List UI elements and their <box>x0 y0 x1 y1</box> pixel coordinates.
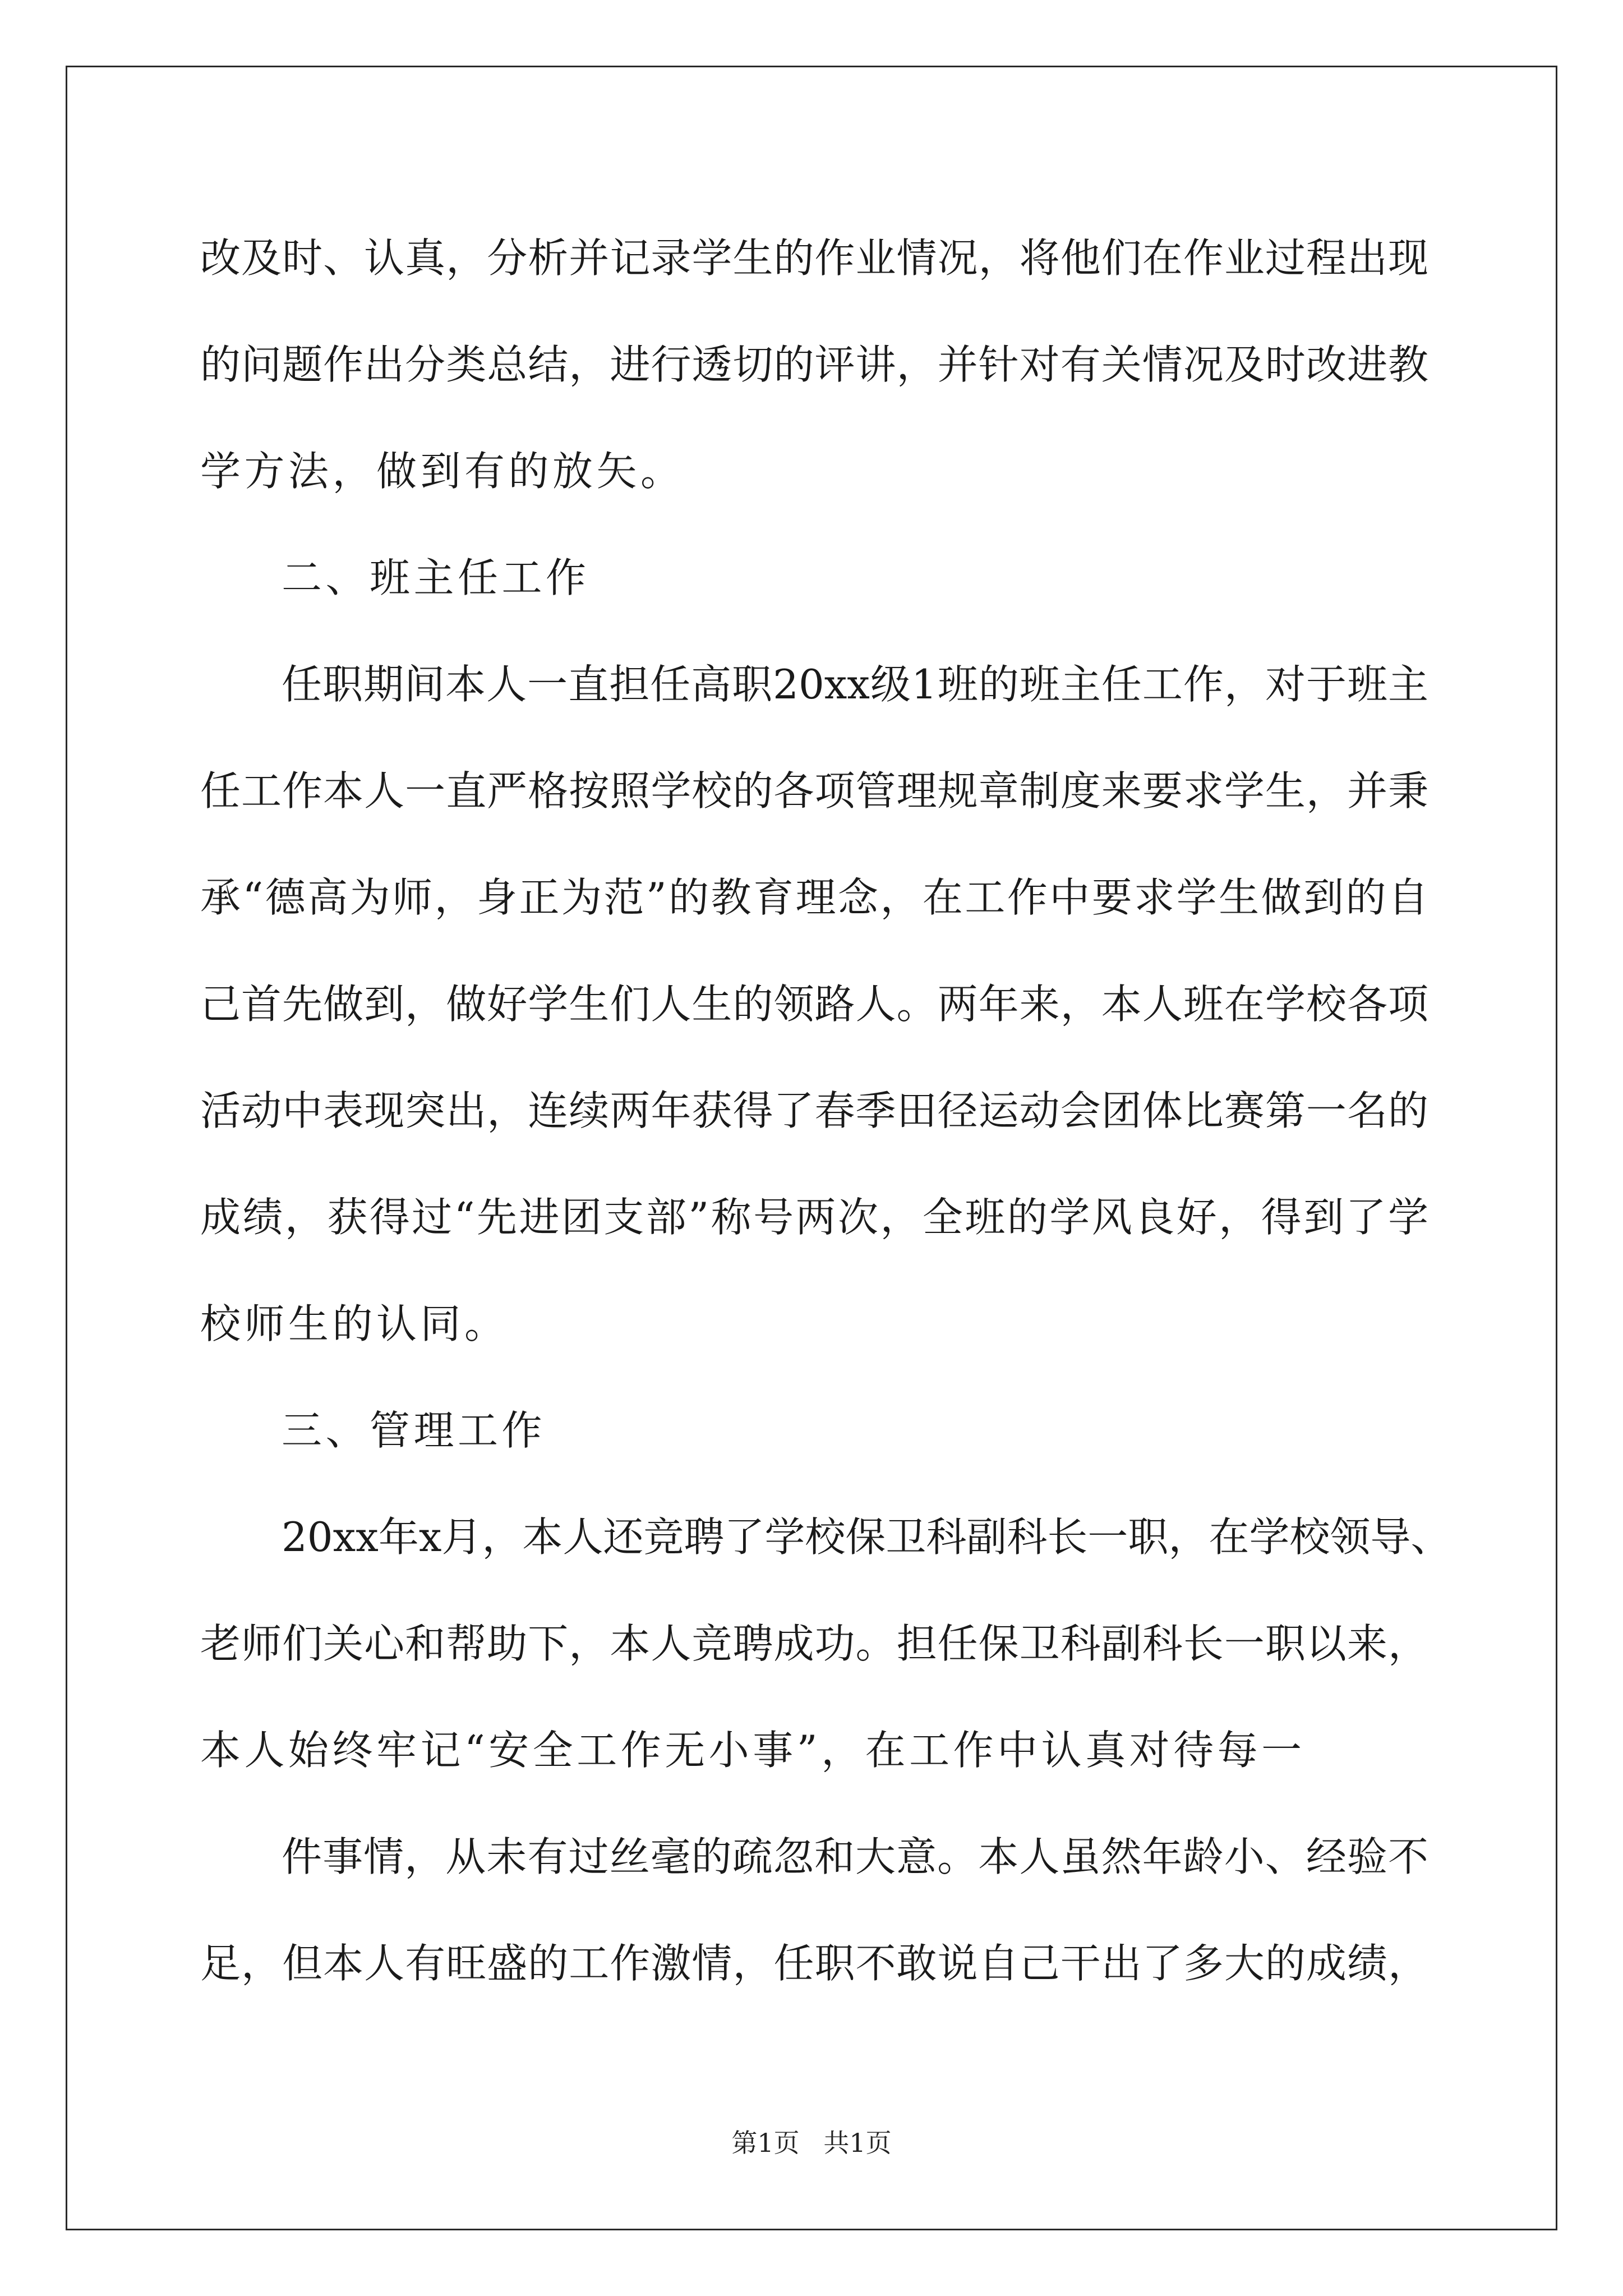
text-line: 本人始终牢记“安全工作无小事”，在工作中认真对待每一 <box>200 1727 1306 1774</box>
page-number: 第1页 <box>731 2128 800 2158</box>
text-line: 成绩，获得过“先进团支部”称号两次，全班的学风良好，得到了学 <box>200 1194 1428 1241</box>
text-line: 老师们关心和帮助下，本人竞聘成功。担任保卫科副科长一职以来， <box>200 1620 1428 1667</box>
page-total: 共1页 <box>823 2128 892 2158</box>
text-line: 校师生的认同。 <box>200 1300 509 1347</box>
text-line: 活动中表现突出，连续两年获得了春季田径运动会团体比赛第一名的 <box>200 1087 1428 1134</box>
text-line: 任工作本人一直严格按照学校的各项管理规章制度来要求学生，并秉 <box>200 767 1428 815</box>
text-line: 的问题作出分类总结，进行透切的评讲，并针对有关情况及时改进教 <box>200 341 1428 388</box>
text-line: 任职期间本人一直担任高职20xx级1班的班主任工作，对于班主 <box>282 661 1428 708</box>
section-heading: 三、管理工作 <box>282 1407 546 1454</box>
text-line: 足，但本人有旺盛的工作激情，任职不敢说自己干出了多大的成绩， <box>200 1940 1428 1987</box>
page-footer <box>0 2126 1623 2160</box>
text-line: 20xx年x月，本人还竞聘了学校保卫科副科长一职，在学校领导、 <box>282 1513 1451 1561</box>
text-line: 承“德高为师，身正为范”的教育理念，在工作中要求学生做到的自 <box>200 874 1428 921</box>
section-heading: 二、班主任工作 <box>282 554 590 601</box>
document-body <box>200 205 1451 2017</box>
text-line: 己首先做到，做好学生们人生的领路人。两年来，本人班在学校各项 <box>200 981 1428 1028</box>
text-line: 件事情，从未有过丝毫的疏忽和大意。本人虽然年龄小、经验不 <box>282 1833 1428 1880</box>
text-line: 学方法，做到有的放矢。 <box>200 448 685 495</box>
text-line: 改及时、认真，分析并记录学生的作业情况，将他们在作业过程出现 <box>200 234 1428 282</box>
